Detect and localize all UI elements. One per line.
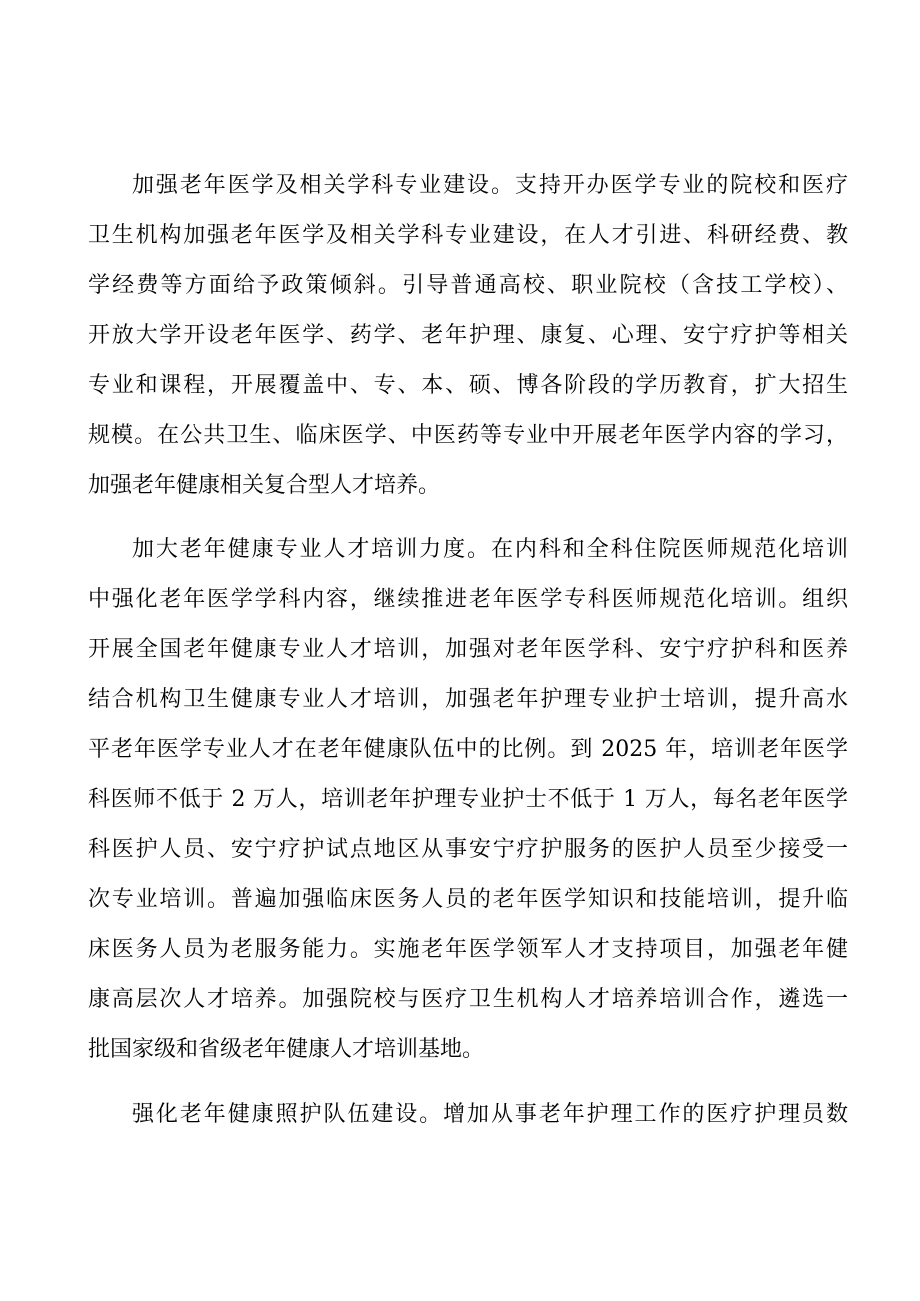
text-line: 科医护人员、安宁疗护试点地区从事安宁疗护服务的医护人员至少接受一 bbox=[88, 837, 848, 862]
text-line: 加大老年健康专业人才培训力度。在内科和全科住院医师规范化培训 bbox=[132, 537, 848, 562]
text-line: 开展全国老年健康专业人才培训，加强对老年医学科、安宁疗护科和医养 bbox=[88, 637, 848, 662]
text-line: 学经费等方面给予政策倾斜。引导普通高校、职业院校（含技工学校）、 bbox=[88, 273, 848, 298]
text-line: 强化老年健康照护队伍建设。增加从事老年护理工作的医疗护理员数 bbox=[132, 1102, 848, 1127]
text-line: 床医务人员为老服务能力。实施老年医学领军人才支持项目，加强老年健 bbox=[88, 937, 848, 962]
text-line: 中强化老年医学学科内容，继续推进老年医学专科医师规范化培训。组织 bbox=[88, 587, 848, 612]
text-line: 科医师不低于 2 万人，培训老年护理专业护士不低于 1 万人，每名老年医学 bbox=[88, 787, 848, 812]
text-line: 卫生机构加强老年医学及相关学科专业建设，在人才引进、科研经费、教 bbox=[88, 223, 848, 248]
text-line: 次专业培训。普遍加强临床医务人员的老年医学知识和技能培训，提升临 bbox=[88, 887, 848, 912]
text-line: 批国家级和省级老年健康人才培训基地。 bbox=[88, 1037, 485, 1062]
text-line: 平老年医学专业人才在老年健康队伍中的比例。到 2025 年，培训老年医学 bbox=[88, 737, 848, 762]
text-line: 规模。在公共卫生、临床医学、中医药等专业中开展老年医学内容的学习， bbox=[88, 423, 848, 448]
text-line: 加强老年医学及相关学科专业建设。支持开办医学专业的院校和医疗 bbox=[132, 173, 848, 198]
text-line: 加强老年健康相关复合型人才培养。 bbox=[88, 473, 441, 498]
text-line: 康高层次人才培养。加强院校与医疗卫生机构人才培养培训合作，遴选一 bbox=[88, 987, 848, 1012]
text-line: 开放大学开设老年医学、药学、老年护理、康复、心理、安宁疗护等相关 bbox=[88, 323, 848, 348]
text-line: 结合机构卫生健康专业人才培训，加强老年护理专业护士培训，提升高水 bbox=[88, 687, 848, 712]
text-line: 专业和课程，开展覆盖中、专、本、硕、博各阶段的学历教育，扩大招生 bbox=[88, 373, 848, 398]
